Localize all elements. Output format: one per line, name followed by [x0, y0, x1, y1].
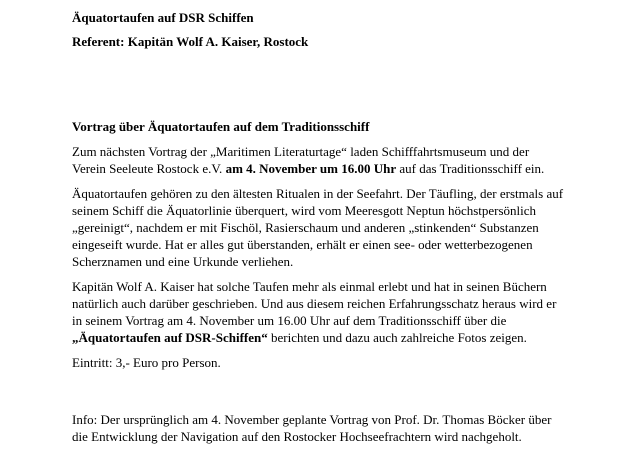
paragraph-line: eingeseift wurde. Hat er alles gut überstanden, erhält er einen see- oder wetterbezogenen [72, 237, 533, 252]
paragraph-line: in seinem Vortrag am 4. November um 16.00 Uhr auf dem Traditionsschiff über die [72, 313, 507, 328]
admission-line: Eintritt: 3,- Euro pro Person. [72, 355, 221, 370]
paragraph-line [72, 329, 628, 346]
paragraph-line: „gereinigt“, nachdem er mit Fischöl, Rasierschaum und anderen „stinkenden“ Substanzen [72, 220, 539, 235]
text-segment: auf das Traditionsschiff ein. [396, 161, 545, 176]
paragraph-line [72, 160, 628, 177]
paragraph-line: seinem Schiff die Äquatorlinie überquert, wird vom Meeresgott Neptun höchstpersönlich [72, 203, 537, 218]
paragraph-line: Äquatortaufen gehören zu den ältesten Ritualen in der Seefahrt. Der Täufling, der erstmals auf [72, 186, 564, 201]
text-segment: Verein Seeleute Rostock e.V. [72, 161, 226, 176]
text-segment: berichten und dazu auch zahlreiche Fotos zeigen. [267, 330, 527, 345]
document-page [72, 9, 628, 445]
paragraph-line: Kapitän Wolf A. Kaiser hat solche Taufen mehr als einmal erlebt und hat in seinen Büchern [72, 279, 547, 294]
paragraph-announcement [72, 143, 628, 177]
paragraph-line: natürlich auch darüber geschrieben. Und aus diesem reichen Erfahrungsschatz heraus wird er [72, 296, 557, 311]
event-date-time: am 4. November um 16.00 Uhr [225, 161, 397, 176]
document-title: Äquatortaufen auf DSR Schiffen [72, 10, 254, 25]
paragraph-line: Scherznamen und eine Urkunde verliehen. [72, 254, 294, 269]
paragraph-line: Zum nächsten Vortrag der „Maritimen Literaturtage“ laden Schifffahrtsmuseum und der [72, 144, 530, 159]
paragraph-line: die Entwicklung der Navigation auf den Rostocker Hochseefrachtern wird nachgeholt. [72, 429, 522, 444]
talk-title: „Äquatortaufen auf DSR-Schiffen“ [72, 330, 268, 345]
paragraph-speaker [72, 278, 628, 346]
referent-line: Referent: Kapitän Wolf A. Kaiser, Rostock [72, 34, 309, 49]
info-paragraph [72, 411, 628, 445]
section-heading: Vortrag über Äquatortaufen auf dem Traditionsschiff [72, 119, 370, 134]
paragraph-ritual [72, 185, 628, 270]
paragraph-line: Info: Der ursprünglich am 4. November geplante Vortrag von Prof. Dr. Thomas Böcker über [72, 412, 552, 427]
